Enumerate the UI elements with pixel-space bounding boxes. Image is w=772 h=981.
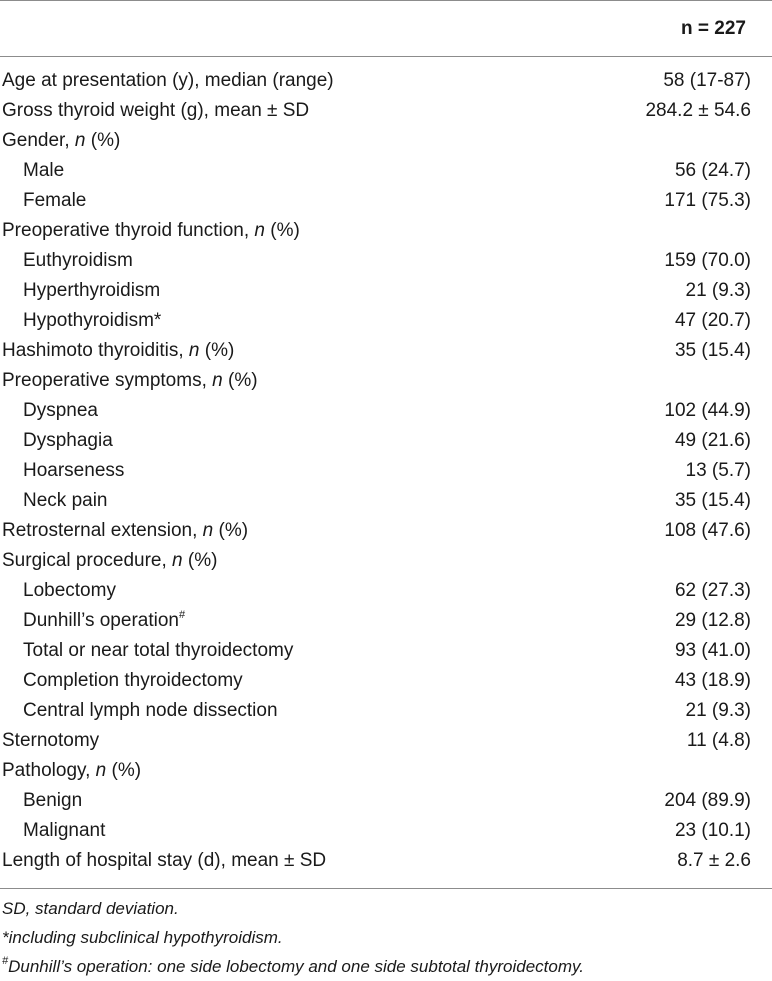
row-label: Preoperative symptoms, n (%) [2,370,258,391]
table-row [0,66,772,96]
table-row [0,96,772,126]
row-value: 58 (17-87) [663,70,751,91]
table-row [0,336,772,366]
table-row [0,456,772,486]
row-label: Central lymph node dissection [23,700,278,721]
row-value: 35 (15.4) [674,340,751,361]
row-label: Pathology, n (%) [2,760,142,781]
row-label: Completion thyroidectomy [23,670,243,691]
row-label: Length of hospital stay (d), mean ± SD [2,850,327,871]
row-value: 284.2 ± 54.6 [645,100,751,121]
row-label: Dysphagia [23,430,113,451]
table-row [0,516,772,546]
row-value: 8.7 ± 2.6 [677,850,751,871]
column-header-n: n = 227 [681,18,746,39]
row-label: Gender, n (%) [2,130,121,151]
row-label: Total or near total thyroidectomy [23,640,294,661]
row-value: 11 (4.8) [686,730,751,751]
row-value: 204 (89.9) [664,790,751,811]
row-value: 21 (9.3) [685,700,751,721]
table-row [0,156,772,186]
footnote: SD, standard deviation. [2,899,179,918]
row-label: Dunhill’s operation# [23,608,186,631]
row-label: Sternotomy [2,730,100,751]
table-row [0,606,772,636]
row-label: Hashimoto thyroiditis, n (%) [2,340,235,361]
row-label: Hyperthyroidism [23,280,161,301]
row-value: 62 (27.3) [674,580,751,601]
table-row [0,306,772,336]
table-row [0,366,772,396]
row-value: 171 (75.3) [664,190,751,211]
row-value: 23 (10.1) [674,820,751,841]
row-label: Hoarseness [23,460,125,481]
row-value: 29 (12.8) [674,610,751,631]
row-label: Age at presentation (y), median (range) [2,70,334,91]
table-row [0,486,772,516]
table-body [0,66,772,876]
row-label: Female [23,190,87,211]
row-value: 56 (24.7) [674,160,751,181]
table-row [0,756,772,786]
row-label: Dyspnea [23,400,98,421]
row-label: Benign [23,790,83,811]
table-row [0,786,772,816]
row-label: Lobectomy [23,580,116,601]
row-value: 21 (9.3) [685,280,751,301]
row-label: Euthyroidism [23,250,133,271]
row-label: Male [23,160,65,181]
row-value: 43 (18.9) [674,670,751,691]
table-header [0,0,772,56]
header-rule [0,56,772,57]
table-bottom-rule [0,888,772,889]
table-row [0,126,772,156]
table-row [0,276,772,306]
row-value: 13 (5.7) [685,460,751,481]
table-row [0,726,772,756]
row-label: Gross thyroid weight (g), mean ± SD [2,100,310,121]
table-row [0,246,772,276]
footnotes [2,894,584,981]
table-row [0,576,772,606]
table-row [0,666,772,696]
footnote: *including subclinical hypothyroidism. [2,928,283,947]
row-label: Neck pain [23,490,108,511]
row-value: 35 (15.4) [674,490,751,511]
table-row [0,426,772,456]
row-value: 102 (44.9) [664,400,751,421]
table-row [0,216,772,246]
row-label: Hypothyroidism* [23,310,162,331]
table-row [0,396,772,426]
table-row [0,636,772,666]
row-value: 108 (47.6) [664,520,751,541]
table-row [0,546,772,576]
footnote: #Dunhill’s operation: one side lobectomy and one side subtotal thyroidectomy. [2,955,584,976]
table-row [0,816,772,846]
row-value: 49 (21.6) [674,430,751,451]
table-row [0,696,772,726]
row-label: Preoperative thyroid function, n (%) [2,220,300,241]
table-row [0,846,772,876]
row-value: 93 (41.0) [674,640,751,661]
table-row [0,186,772,216]
row-value: 159 (70.0) [664,250,751,271]
row-label: Malignant [23,820,106,841]
row-label: Surgical procedure, n (%) [2,550,218,571]
row-label: Retrosternal extension, n (%) [2,520,249,541]
row-value: 47 (20.7) [674,310,751,331]
